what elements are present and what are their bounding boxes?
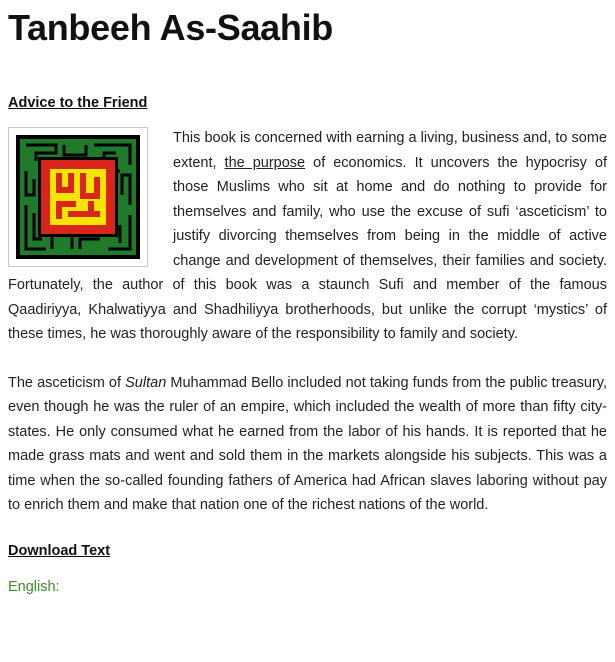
section-subtitle: Advice to the Friend [8, 95, 148, 111]
calligraphy-logo [8, 127, 148, 267]
asceticism-text-rest: Muhammad Bello included not taking funds from the public treasury, even though he was the ruler of an empire, which included the wealth of more than fifty city-states. He only consumed what he earned from the labor of his hands. It is reported that he made grass mats and went and sold them in the markets alongside his subjects. This was a time when the so-called founding fathers of America had African slaves laboring without pay to enrich them and make that nation one of the richest nations of the world. [8, 374, 608, 513]
intro-text-start: This book is concerned with earning a living, business and, to some extent, [173, 130, 607, 171]
asceticism-text-start: The asceticism of [8, 374, 126, 391]
english-download-label: English: [8, 578, 60, 595]
the-purpose-link[interactable]: the purpose [224, 154, 306, 171]
intro-text-rest: of economics. It uncovers the hypocrisy of those Muslims who sit at home and do nothing to provide for themselves and family, who use the excuse of sufi ‘asceticism’ to justify divorcing themselves from being in the middle of active change and development of themselves, their families and society. Fortunately, the author of this book was a staunch Sufi and member of the famous Qaadiriyya, Khalwatiyya and Shadhiliyya brotherhoods, but unlike the corrupt ‘mystics’ of these times, he was thoroughly aware of the responsibility to family and society. [8, 154, 608, 342]
download-heading: Download Text [8, 542, 111, 559]
kufic-calligraphy-icon [16, 135, 140, 259]
asceticism-paragraph [8, 371, 607, 518]
page-title: Tanbeeh As-Saahib [8, 7, 333, 48]
intro-section [8, 126, 607, 347]
sultan-emphasis: Sultan [125, 374, 167, 391]
